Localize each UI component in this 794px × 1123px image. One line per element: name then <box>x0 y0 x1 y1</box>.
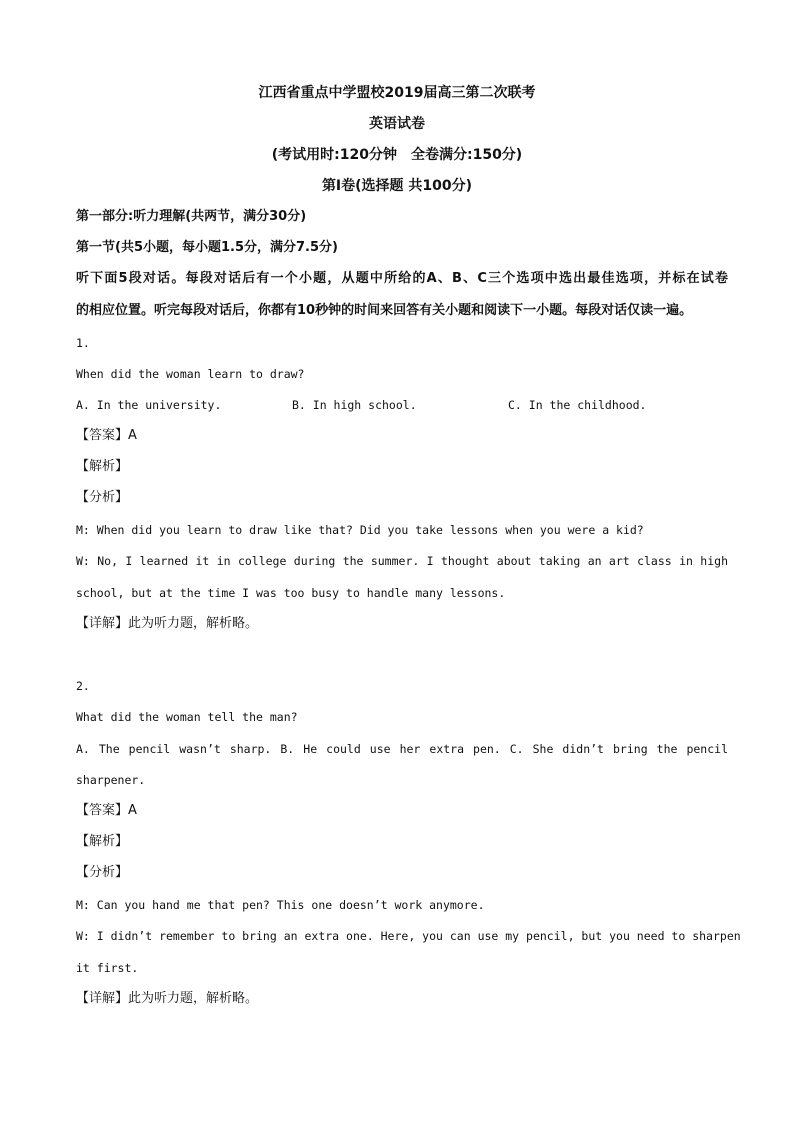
time-info: (考试用时:120分钟 全卷满分:150分) <box>271 147 523 163</box>
exam-title: 江西省重点中学盟校2019届高三第二次联考 <box>258 85 536 101</box>
q2-answer: 【答案】A <box>76 803 137 818</box>
q2-fenxi: 【分析】 <box>76 865 129 880</box>
subject-title: 英语试卷 <box>369 116 425 132</box>
instructions-line-2: 的相应位置。听完每段对话后，你都有10秒钟的时间来回答有关小题和阅读下一小题。每段对话仅读一遍。 <box>76 303 693 318</box>
q2-m-line: M: Can you hand me that pen? This one doesn’t work anymore. <box>76 898 485 912</box>
volume-title: 第Ⅰ卷(选择题 共100分) <box>321 178 473 194</box>
q1-detail: 【详解】此为听力题，解析略。 <box>76 616 259 631</box>
q1-m-line: M: When did you learn to draw like that? Did you take lessons when you were a kid? <box>76 523 644 537</box>
q2-w-line-2: it first. <box>76 961 139 975</box>
q2-w-line-1: W: I didn’t remember to bring an extra one. Here, you can use my pencil, but you need to sharpen <box>76 929 741 943</box>
q1-question: When did the woman learn to draw? <box>76 367 305 381</box>
q2-analysis: 【解析】 <box>76 834 129 849</box>
q2-number: 2. <box>76 679 90 693</box>
q2-detail: 【详解】此为听力题，解析略。 <box>76 991 259 1006</box>
part-title: 第一部分:听力理解(共两节，满分30分) <box>76 209 307 224</box>
q1-option-a: A. In the university. <box>76 398 222 412</box>
section-title: 第一节(共5小题，每小题1.5分，满分7.5分) <box>76 240 338 255</box>
q1-fenxi: 【分析】 <box>76 490 129 505</box>
q2-question: What did the woman tell the man? <box>76 710 298 724</box>
q1-option-c: C. In the childhood. <box>508 398 647 412</box>
q2-options-line-2: sharpener. <box>76 773 146 787</box>
q1-option-b: B. In high school. <box>292 398 417 412</box>
q1-number: 1. <box>76 336 90 350</box>
q1-analysis: 【解析】 <box>76 459 129 474</box>
q2-options-line-1: A. The pencil wasn’t sharp. B. He could use her extra pen. C. She didn’t bring the pencil <box>76 742 728 756</box>
q1-w-line-1: W: No, I learned it in college during the summer. I thought about taking an art class in high <box>76 554 728 568</box>
q1-w-line-2: school, but at the time I was too busy to handle many lessons. <box>76 586 506 600</box>
q1-answer: 【答案】A <box>76 428 137 443</box>
instructions-line-1: 听下面5段对话。每段对话后有一个小题，从题中所给的A、B、C三个选项中选出最佳选项，并标在试卷 <box>76 271 728 286</box>
